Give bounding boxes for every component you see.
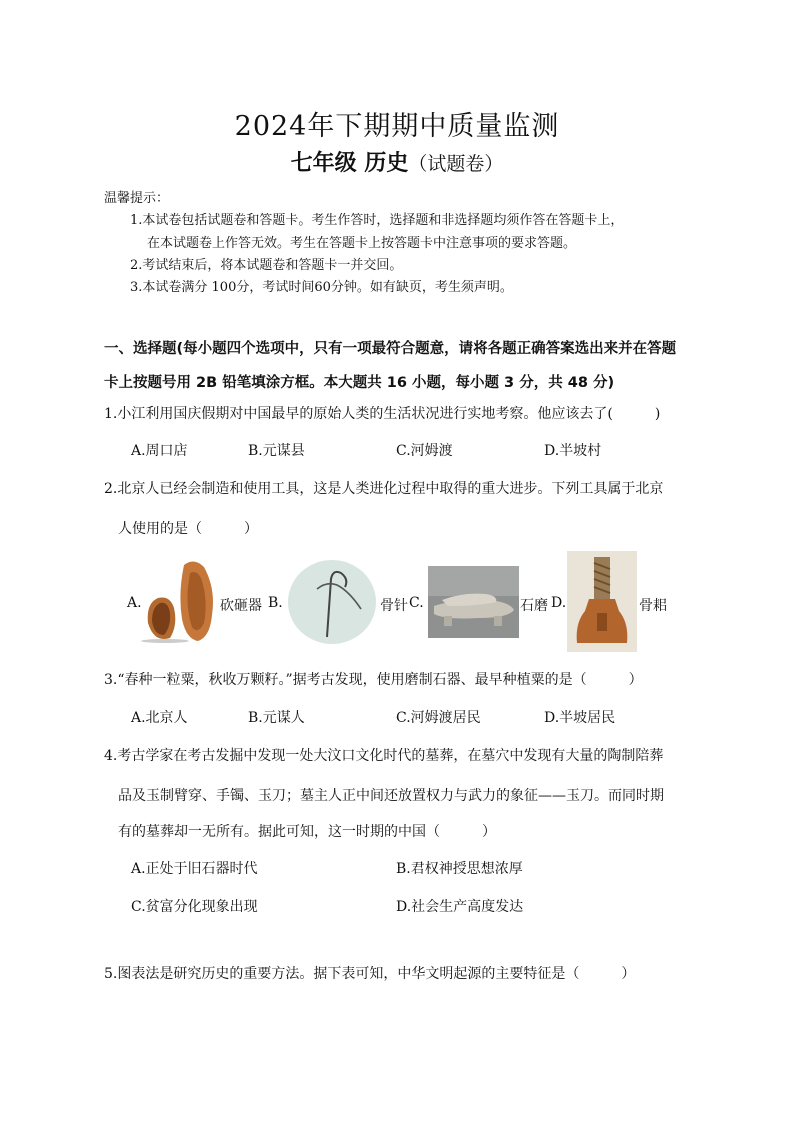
q2-stem-line-2: 人使用的是（ ） bbox=[118, 521, 258, 537]
q2-option-a-label: 砍砸器 bbox=[220, 598, 262, 614]
bone-spade-image bbox=[567, 551, 637, 652]
q1-stem: 1.小江利用国庆假期对中国最早的原始人类的生活状况进行实地考察。他应该去了( ) bbox=[104, 406, 661, 422]
q4-stem-line-3: 有的墓葬却一无所有。据此可知，这一时期的中国（ ） bbox=[118, 824, 496, 840]
q1-option-a: A.周口店 bbox=[131, 443, 188, 459]
q1-option-d: D.半坡村 bbox=[544, 443, 602, 459]
q2-option-c-label: 石磨 bbox=[520, 598, 548, 614]
q3-stem: 3.“春种一粒粟，秋收万颗籽。”据考古发现，使用磨制石器、最早种植粟的是（ ） bbox=[104, 672, 643, 688]
tips-line-2: 2.考试结束后，将本试题卷和答题卡一并交回。 bbox=[130, 258, 403, 273]
bone-needle-image bbox=[287, 559, 377, 645]
q3-option-b: B.元谋人 bbox=[248, 710, 305, 726]
q2-option-d-letter: D. bbox=[551, 595, 567, 611]
section-heading-line-1: 一、选择题(每小题四个选项中，只有一项最符合题意，请将各题正确答案选出来并在答题 bbox=[104, 341, 677, 357]
page-title: 2024年下期期中质量监测 bbox=[234, 111, 560, 142]
q3-option-c: C.河姆渡居民 bbox=[396, 710, 481, 726]
tips-line-1: 1.本试卷包括试题卷和答题卡。考生作答时，选择题和非选择题均须作答在答题卡上， bbox=[130, 213, 624, 228]
chopper-tool-image bbox=[140, 553, 218, 643]
grinding-stone-image bbox=[428, 566, 519, 638]
q4-option-b: B.君权神授思想浓厚 bbox=[396, 861, 523, 877]
q5-stem: 5.图表法是研究历史的重要方法。据下表可知，中华文明起源的主要特征是（ ） bbox=[104, 966, 636, 982]
tips-heading: 温馨提示： bbox=[104, 191, 170, 206]
q2-option-a-letter: A. bbox=[127, 595, 142, 611]
q1-option-b: B.元谋县 bbox=[248, 443, 305, 459]
tips-line-1b: 在本试题卷上作答无效。考生在答题卡上按答题卡中注意事项的要求答题。 bbox=[147, 236, 577, 251]
q4-stem-line-1: 4.考古学家在考古发掘中发现一处大汶口文化时代的墓葬，在墓穴中发现有大量的陶制陪葬 bbox=[104, 748, 664, 764]
q2-option-d-label: 骨耜 bbox=[639, 598, 667, 614]
q4-option-d: D.社会生产高度发达 bbox=[396, 899, 524, 915]
q2-stem-line-1: 2.北京人已经会制造和使用工具，这是人类进化过程中取得的重大进步。下列工具属于北京 bbox=[104, 481, 664, 497]
section-heading-line-2: 卡上按题号用 2B 铅笔填涂方框。本大题共 16 小题，每小题 3 分，共 48 分) bbox=[104, 375, 615, 391]
q3-option-a: A.北京人 bbox=[131, 710, 188, 726]
q4-option-c: C.贫富分化现象出现 bbox=[131, 899, 258, 915]
tips-line-3: 3.本试卷满分 100分，考试时间60分钟。如有缺页，考生须声明。 bbox=[130, 280, 513, 295]
q2-option-c-letter: C. bbox=[409, 595, 424, 611]
subtitle-main: 七年级 历史 bbox=[290, 150, 409, 176]
q2-option-b-label: 骨针 bbox=[380, 598, 408, 614]
q4-stem-line-2: 品及玉制臂穿、手镯、玉刀；墓主人正中间还放置权力与武力的象征——玉刀。而同时期 bbox=[118, 788, 664, 804]
page-subtitle bbox=[0, 146, 794, 177]
q4-option-a: A.正处于旧石器时代 bbox=[131, 861, 258, 877]
q1-option-c: C.河姆渡 bbox=[396, 443, 453, 459]
q3-option-d: D.半坡居民 bbox=[544, 710, 616, 726]
subtitle-paren: （试题卷） bbox=[408, 153, 504, 175]
q2-option-b-letter: B. bbox=[268, 595, 283, 611]
